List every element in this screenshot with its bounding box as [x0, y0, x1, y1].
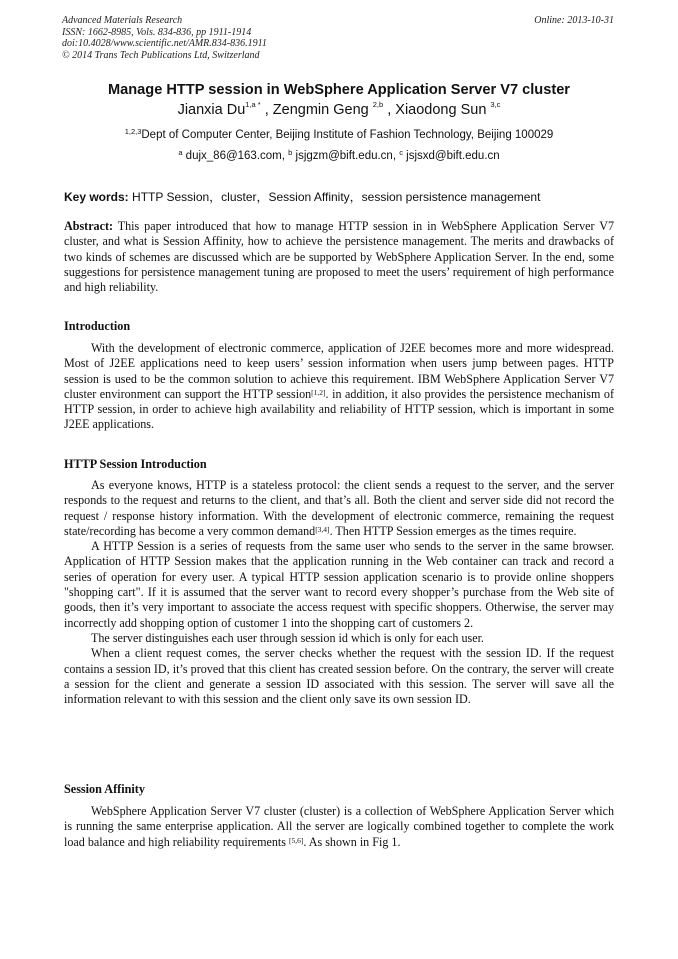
- email-sup: a: [178, 148, 183, 157]
- author-2: Zengmin Geng: [272, 102, 373, 118]
- abstract: [64, 219, 614, 295]
- paper-title: Manage HTTP session in WebSphere Application Server V7 cluster: [107, 82, 570, 98]
- heading-http-session: HTTP Session Introduction: [64, 457, 207, 471]
- http-session-paragraph: A HTTP Session is a series of requests from the same user who sends to the server in the same browser. Application of HTTP Session makes that the application running in the Web container can track and record a series of operation for every user. A typical HTTP session application scenario is to provide online shoppers "shopping cart". If it is assumed that the server want to record every shopper’s purchase from the Web site of goods, then it’s very important to associate the access request with specific shoppers. Otherwise, the server may incorrectly add shopping option of customer 1 into the shopping cart of customers 2.: [64, 539, 614, 630]
- abstract-text: This paper introduced that how to manage HTTP session in in WebSphere Application Server V7 cluster, and what is Session Affinity, how to achieve the persistence management. The merits and drawbacks of two kinds of schemes are discussed which are be supported by WebSphere Application Server. In the end, some suggestions for persistence management tuning are proposed to meet the users’ requirement of high performance and high reliability.: [64, 219, 614, 295]
- affiliation-text: Dept of Computer Center, Beijing Institute of Fashion Technology, Beijing 100029: [141, 129, 554, 141]
- paragraph-text: . in addition, it also provides the persistence mechanism of HTTP session, in order to achieve high availability and reliability of HTTP session, which is important in some J2EE applications.: [64, 386, 614, 432]
- citation: [5,6]: [289, 835, 304, 845]
- email-b: jsjgzm@bift.edu.cn,: [292, 150, 400, 162]
- paragraph-text: . Then HTTP Session emerges as the times require.: [329, 523, 577, 538]
- email-sup: b: [288, 148, 293, 157]
- author-1: Jianxia Du: [177, 102, 246, 118]
- heading-session-affinity: Session Affinity: [64, 782, 145, 796]
- abstract-label: Abstract:: [64, 219, 114, 233]
- email-a: dujx_86@163.com,: [182, 150, 289, 162]
- paragraph-text: As everyone knows, HTTP is a stateless protocol: the client sends a request to the server, and the server responds to the request and returns to the client, and that’s all. Both the client and server side did not record the request / response history information. With the development of electronic commerce, remaining the request state/recording has become a very common demand: [64, 478, 614, 538]
- paragraph-text: . As shown in Fig 1.: [303, 834, 401, 849]
- http-session-body: [64, 478, 614, 707]
- email-c: jsjsxd@bift.edu.cn: [402, 150, 500, 162]
- paragraph-text: WebSphere Application Server V7 cluster (cluster) is a collection of WebSphere Application Server which is running the same enterprise application. All the server are logically combined together to complete the work load balance and high reliability requirements: [64, 804, 614, 849]
- heading-introduction: Introduction: [64, 319, 131, 333]
- copyright-line: © 2014 Trans Tech Publications Ltd, Switzerland: [62, 49, 260, 61]
- email-line: [0, 150, 678, 162]
- http-session-paragraph: [64, 478, 614, 539]
- journal-name: Advanced Materials Research: [62, 15, 183, 26]
- doi-line: doi:10.4028/www.scientific.net/AMR.834-836.1911: [62, 38, 267, 49]
- author-line: [0, 102, 678, 118]
- affiliation: [0, 129, 678, 141]
- author-separator: ,: [383, 102, 396, 118]
- keywords-label: Key words:: [64, 190, 129, 204]
- author-separator: ,: [260, 102, 273, 118]
- author-1-sup: 1,a *: [245, 100, 261, 109]
- journal-header: [62, 15, 614, 61]
- keywords: [64, 188, 616, 205]
- paragraph-text: With the development of electronic commerce, application of J2EE becomes more and more widespread. Most of J2EE applications need to keep users’ session information when users jump between pages. HTTP session is used to be the common solution to achieve this requirement. IBM WebSphere Application Server V7 cluster environment can support the HTTP session: [64, 341, 614, 401]
- introduction-body: [64, 341, 614, 433]
- affiliation-sup: 1,2,3: [124, 127, 142, 136]
- email-sup: c: [399, 148, 403, 157]
- citation: [3,4]: [315, 524, 330, 534]
- online-date: Online: 2013-10-31: [534, 15, 614, 26]
- introduction-paragraph: [64, 341, 614, 433]
- author-3: Xiaodong Sun: [395, 102, 491, 118]
- session-affinity-body: [64, 804, 614, 850]
- session-affinity-paragraph: [64, 804, 614, 850]
- issn-line: ISSN: 1662-8985, Vols. 834-836, pp 1911-1914: [62, 26, 252, 38]
- keywords-text: HTTP Session，cluster，Session Affinity，session persistence management: [128, 190, 541, 204]
- author-3-sup: 3,c: [490, 100, 501, 109]
- citation: [1,2]: [311, 387, 326, 397]
- http-session-paragraph: The server distinguishes each user through session id which is only for each user.: [91, 630, 484, 645]
- author-2-sup: 2,b: [372, 100, 384, 109]
- http-session-paragraph: When a client request comes, the server checks whether the request with the session ID. If the request contains a session ID, it’s proved that this client has created session before. On the contrary, the server will create a session for the client and generate a session ID associated with this session. The server will save all the information relevant to with this session and the client only save its own session ID.: [64, 646, 614, 707]
